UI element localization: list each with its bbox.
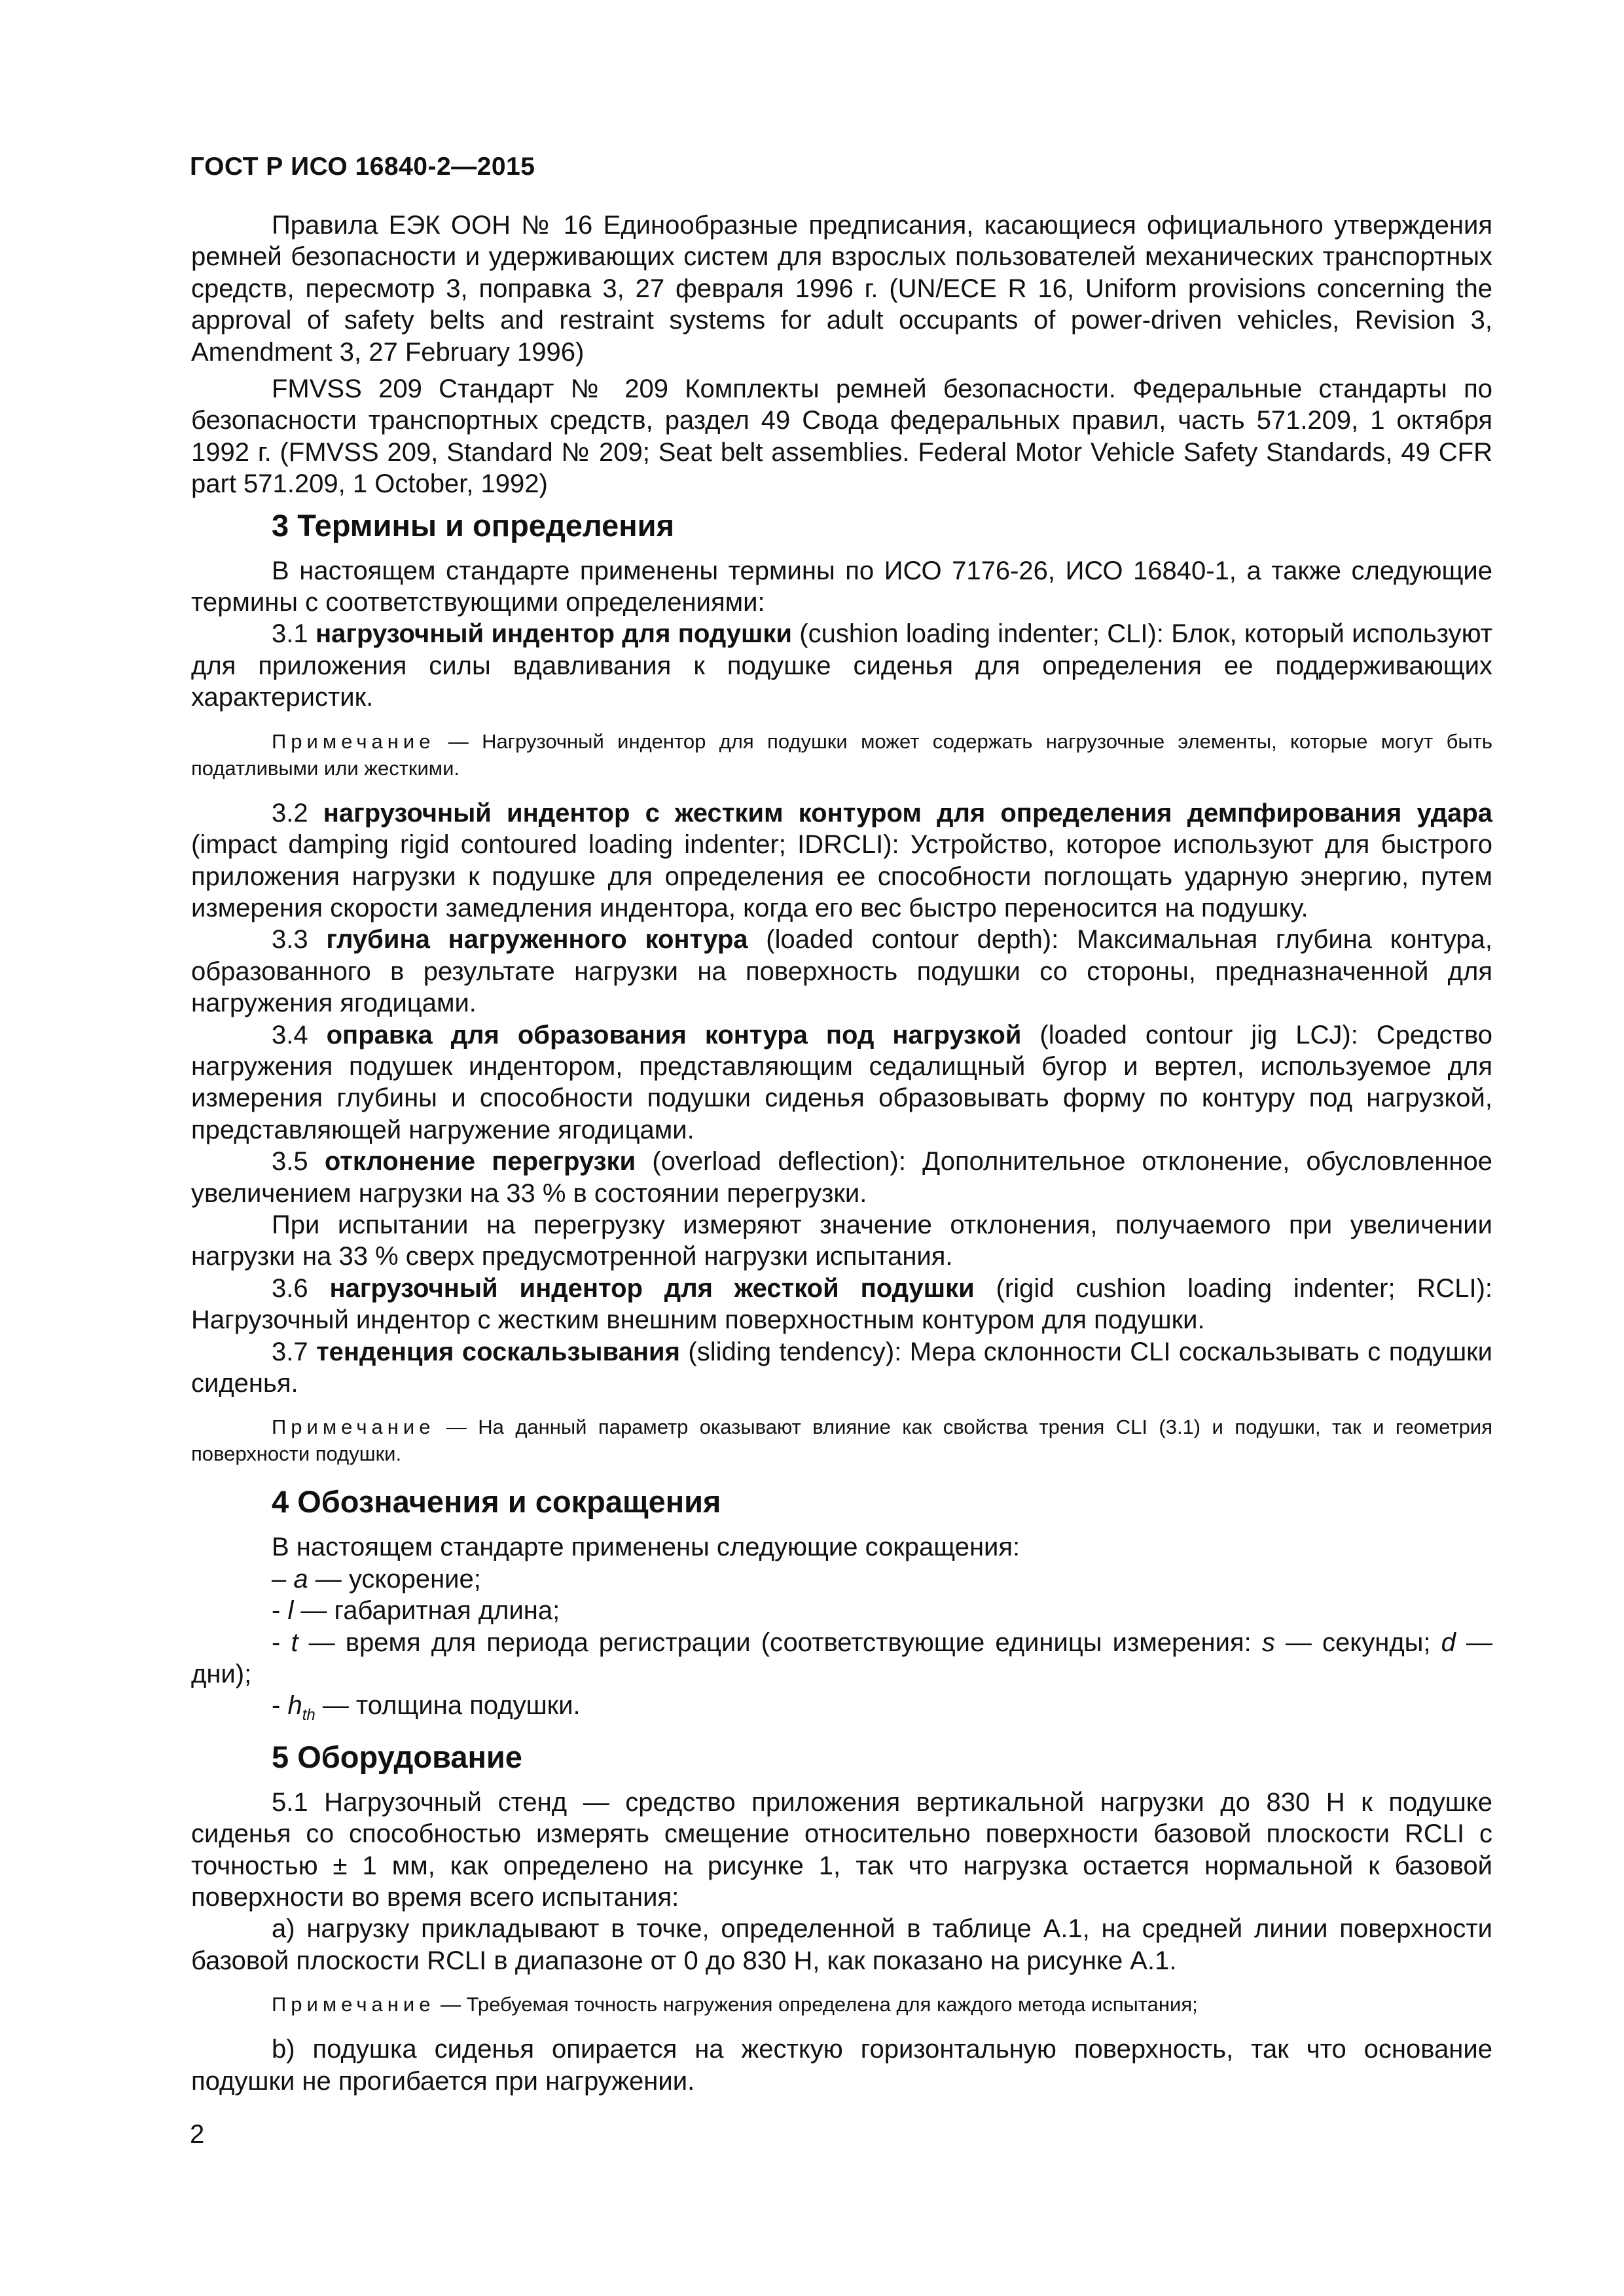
term-3-5: 3.5 отклонение перегрузки (overload deflection): Дополнительное отклонение, обусловленное увеличением нагрузки на 33 % в состоянии перегрузки. <box>191 1147 1492 1208</box>
note-5-1: Примечание — Требуемая точность нагружения определена для каждого метода испытания; <box>272 1993 1198 2016</box>
note-label: Примечание <box>272 1415 435 1439</box>
section-4-title: 4 Обозначения и сокращения <box>272 1484 721 1520</box>
term-3-2: 3.2 нагрузочный индентор с жестким контуром для определения демпфирования удара (impact damping rigid contoured loading indenter; IDRCLI): Устройство, которое используют для быстрого приложения нагрузки к подушке для определения ее способности поглощать ударную энергию, путем измерения скорости замедления индентора, когда его вес быстро переносится на подушку. <box>191 798 1493 922</box>
term-3-3-name: глубина нагруженного контура <box>326 925 748 955</box>
section-3-title: 3 Термины и определения <box>272 507 674 543</box>
section-5-title: 5 Оборудование <box>272 1739 522 1774</box>
term-3-5-explanation: При испытании на перегрузку измеряют значение отклонения, получаемого при увеличении нагрузки на 33 % сверх предусмотренной нагрузки испытания. <box>191 1210 1492 1271</box>
symbol-a: – a — ускорение; <box>272 1564 481 1594</box>
document-body <box>191 210 1492 2097</box>
document-header: ГОСТ Р ИСО 16840-2—2015 <box>190 153 535 181</box>
section-3-intro: В настоящем стандарте применены термины по ИСО 7176-26, ИСО 16840-1, а также следующие термины с соответствующими определениями: <box>191 556 1492 617</box>
symbol-l: - l — габаритная длина; <box>272 1596 560 1626</box>
note-label: Примечание <box>272 1993 435 2016</box>
term-3-1: 3.1 нагрузочный индентор для подушки (cushion loading indenter; CLI): Блок, который используют для приложения силы вдавливания к подушке сиденья для определения ее поддерживающих характеристик. <box>191 619 1493 712</box>
term-3-4-name: оправка для образования контура под нагрузкой <box>326 1020 1022 1049</box>
term-3-1-name: нагрузочный индентор для подушки <box>315 619 792 649</box>
term-3-4: 3.4 оправка для образования контура под нагрузкой (loaded contour jig LCJ): Средство нагружения подушек индентором, представляющим седалищный бугор и вертел, используемое для измерения глубины и способности подушки сиденья образовывать форму по контуру под нагрузкой, представляющей нагружение ягодицами. <box>191 1020 1493 1144</box>
term-3-6: 3.6 нагрузочный индентор для жесткой подушки (rigid cushion loading indenter; RCLI): Нагрузочный индентор с жестким внешним поверхностным контуром для подушки. <box>191 1273 1493 1335</box>
reference-un-ece-r16: Правила ЕЭК ООН № 16 Единообразные предписания, касающиеся официального утверждения ремней безопасности и удерживающих систем для взрослых пользователей механических транспортных средств, пересмотр 3, поправка 3, 27 февраля 1996 г. (UN/ECE R 16, Uniform provisions concerning the approval of safety belts and restraint systems for adult occupants of power-driven vehicles, Revision 3, Amendment 3, 27 February 1996) <box>191 211 1492 367</box>
term-3-6-name: нагрузочный индентор для жесткой подушки <box>329 1273 975 1303</box>
term-3-3: 3.3 глубина нагруженного контура (loaded contour depth): Максимальная глубина контура, образованного в результате нагрузки на поверхность подушки со стороны, предназначенной для нагружения ягодицами. <box>191 925 1492 1018</box>
clause-5-1-a: а) нагрузку прикладывают в точке, определенной в таблице А.1, на средней линии поверхности базовой плоскости RCLI в диапазоне от 0 до 830 Н, как показано на рисунке А.1. <box>191 1914 1492 1975</box>
clause-5-1: 5.1 Нагрузочный стенд — средство приложения вертикальной нагрузки до 830 Н к подушке сиденья со способностью измерять смещение относительно поверхности базовой плоскости RCLI с точностью ± 1 мм, как определено на рисунке 1, так что нагрузка остается нормальной к базовой поверхности во время всего испытания: <box>191 1787 1492 1912</box>
term-3-5-name: отклонение перегрузки <box>324 1147 636 1176</box>
symbol-h-th: - $h_{th}$ — толщина подушки. <box>272 1691 581 1724</box>
section-4-intro: В настоящем стандарте применены следующие сокращения: <box>272 1533 1020 1562</box>
term-3-7: 3.7 тенденция соскальзывания (sliding tendency): Мера склонности CLI соскальзывать с подушки сиденья. <box>191 1337 1493 1398</box>
reference-fmvss-209: FMVSS 209 Стандарт № 209 Комплекты ремней безопасности. Федеральные стандарты по безопасности транспортных средств, раздел 49 Свода федеральных правил, часть 571.209, 1 октября 1992 г. (FMVSS 209, Standard № 209; Seat belt assemblies. Federal Motor Vehicle Safety Standards, 49 CFR part 571.209, 1 October, 1992) <box>191 374 1492 499</box>
symbol-t: - t — время для периода регистрации (соответствующие единицы измерения: s — секунды; d — дни); <box>191 1628 1492 1689</box>
note-3-7: Примечание — На данный параметр оказывают влияние как свойства трения CLI (3.1) и подушки, так и геометрия поверхности подушки. <box>191 1415 1492 1466</box>
note-3-1: Примечание — Нагрузочный индентор для подушки может содержать нагрузочные элементы, которые могут быть податливыми или жесткими. <box>191 729 1492 780</box>
term-3-2-name: нагрузочный индентор с жестким контуром для определения демпфирования удара <box>323 798 1493 828</box>
note-label: Примечание <box>272 729 435 753</box>
page-number: 2 <box>190 2120 205 2149</box>
term-3-7-name: тенденция соскальзывания <box>316 1337 680 1366</box>
clause-5-1-b: b) подушка сиденья опирается на жесткую горизонтальную поверхность, так что основание подушки не прогибается при нагружении. <box>191 2035 1492 2096</box>
